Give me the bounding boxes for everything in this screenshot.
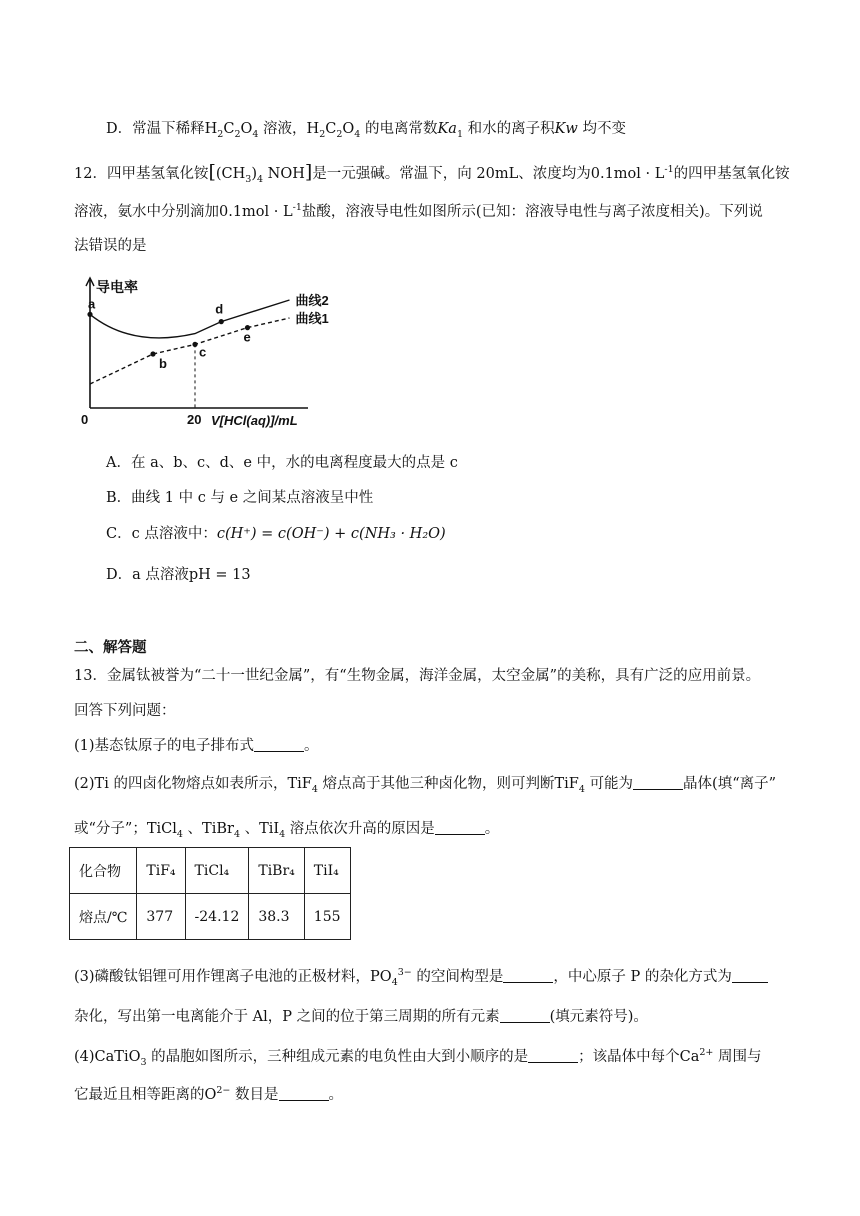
series-label: 曲线2 bbox=[295, 293, 329, 308]
q11-option-d: D．常温下稀释$H_2C_2O_4$ 溶液，$H_2C_2O_4$ 的电离常数$Ka_1$ 和水的离子积Kw 均不变 bbox=[106, 121, 626, 140]
text: (2)Ti 的四卤化物熔点如表所示， bbox=[74, 776, 288, 792]
concentration: 0.1mol · L bbox=[219, 204, 293, 220]
text: 溶点依次升高的原因是 bbox=[289, 821, 435, 837]
table-header: TiCl₄ bbox=[185, 848, 249, 894]
text: 熔点高于其他三种卤化物，则可判断 bbox=[322, 776, 555, 792]
text: 晶体(填“离子” bbox=[683, 776, 777, 792]
data-point bbox=[150, 351, 155, 356]
formula: (CH bbox=[215, 166, 246, 182]
formula: NOH bbox=[267, 166, 305, 182]
answer-blank[interactable] bbox=[279, 1086, 329, 1101]
answer-blank[interactable] bbox=[633, 775, 683, 790]
answer-blank[interactable] bbox=[254, 737, 304, 752]
q13-line1: 13．金属钛被誉为“二十一世纪金属”，有“生物金属，海洋金属，太空金属”的美称，具有广泛的应用前景。 bbox=[74, 668, 761, 684]
x-tick-label: 20 bbox=[187, 412, 202, 427]
table-header: TiF₄ bbox=[137, 848, 185, 894]
table-header: 化合物 bbox=[70, 848, 137, 894]
text: 数目是 bbox=[235, 1087, 279, 1103]
text: 均不变 bbox=[582, 121, 626, 137]
point-label: c bbox=[199, 344, 207, 360]
text: 的四甲基氢氧化铵 bbox=[673, 166, 790, 182]
q13-part2-line2: 或“分子”；TiCl$_4$ 、TiBr$_4$ 、TiI$_4$ 溶点依次升高的原因是 。 bbox=[74, 821, 500, 840]
q12-line2 bbox=[74, 200, 763, 221]
answer-blank[interactable] bbox=[528, 1048, 578, 1063]
x-tick-label: 0 bbox=[81, 412, 89, 427]
option-text: C．c 点溶液中： bbox=[106, 526, 217, 542]
q12-option-d bbox=[106, 563, 251, 584]
table-row bbox=[70, 894, 351, 940]
q12-line1: 12．四甲基氢氧化铵[$(CH_3)_4$ NOH]是一元强碱。常温下，向 20mL、浓度均为$0.1mol \cdot L^{-1}$的四甲基氢氧化铵 bbox=[74, 161, 790, 185]
data-point bbox=[87, 312, 92, 317]
conductivity-chart bbox=[74, 270, 329, 430]
q12-option-c bbox=[106, 522, 446, 543]
text: 和水的离子积 bbox=[467, 121, 555, 137]
table-cell: 38.3 bbox=[249, 894, 304, 940]
text: 的空间构型是 bbox=[416, 969, 504, 985]
series-label: 曲线1 bbox=[295, 311, 329, 326]
table-cell: 熔点/℃ bbox=[70, 894, 137, 940]
point-label: d bbox=[215, 301, 224, 317]
text: ；该晶体中每个 bbox=[578, 1049, 680, 1065]
data-point bbox=[219, 319, 224, 324]
section-title: 二、解答题 bbox=[74, 639, 147, 656]
data-point bbox=[192, 342, 197, 347]
table-cell: 377 bbox=[137, 894, 185, 940]
text: 周围与 bbox=[718, 1049, 762, 1065]
q13-part1 bbox=[74, 734, 319, 755]
q13-part3-line1: (3)磷酸钛铝锂可用作锂离子电池的正极材料，$PO_4^{3-}$ 的空间构型是 ，中心原子 P 的杂化方式为 bbox=[74, 965, 768, 986]
text: 杂化，写出第一电离能介于 Al，P 之间的位于第三周期的所有元素 bbox=[74, 1009, 500, 1025]
answer-blank[interactable] bbox=[503, 968, 553, 983]
option-text: D．a 点溶液 bbox=[106, 567, 189, 583]
concentration: 0.1mol · L bbox=[590, 166, 665, 182]
text: 四甲基氢氧化铵 bbox=[106, 166, 209, 182]
q13-part3-line2 bbox=[74, 1005, 648, 1026]
answer-blank[interactable] bbox=[435, 820, 485, 835]
text: 的晶胞如图所示，三种组成元素的电负性由大到小顺序的是 bbox=[151, 1049, 529, 1065]
formula-sub: 4 bbox=[257, 173, 264, 185]
text: 溶液， bbox=[263, 121, 307, 137]
answer-blank[interactable] bbox=[732, 968, 768, 983]
q13-part2-line1: (2)Ti 的四卤化物熔点如表所示，TiF$_4$ 熔点高于其他三种卤化物，则可判断TiF$_4$ 可能为 晶体(填“离子” bbox=[74, 776, 777, 795]
q13-part4-line1: (4)CaTiO$_3$ 的晶胞如图所示，三种组成元素的电负性由大到小顺序的是 ；该晶体中每个$Ca^{2+}$ 周围与 bbox=[74, 1047, 762, 1068]
table-cell: -24.12 bbox=[185, 894, 249, 940]
q12-option-a: A．在 a、b、c、d、e 中，水的电离程度最大的点是 c bbox=[106, 455, 458, 471]
text: 是一元强碱。常温下，向 20mL、浓度均为 bbox=[312, 166, 591, 182]
x-axis-label: V[HCl(aq)]/mL bbox=[211, 413, 298, 428]
text: 或“分子”； bbox=[74, 821, 147, 837]
table-row bbox=[70, 848, 351, 894]
q13-line2: 回答下列问题： bbox=[74, 703, 176, 719]
table-cell: 155 bbox=[304, 894, 350, 940]
text: 。 bbox=[304, 738, 319, 754]
text: 常温下稀释 bbox=[132, 121, 205, 137]
text: 。 bbox=[328, 1087, 344, 1103]
point-label: b bbox=[159, 356, 167, 371]
question-number: 12． bbox=[74, 166, 107, 182]
series-line bbox=[90, 300, 290, 338]
answer-blank[interactable] bbox=[500, 1008, 550, 1023]
series-line bbox=[90, 318, 290, 384]
q12-line3: 法错误的是 bbox=[74, 238, 147, 254]
text: 盐酸，溶液导电性如图所示(已知：溶液导电性与离子浓度相关)。下列说 bbox=[301, 204, 763, 220]
formula-sub: 3 bbox=[245, 173, 252, 185]
text: ，中心原子 P 的杂化方式为 bbox=[553, 969, 732, 985]
point-label: a bbox=[88, 296, 96, 312]
text: 它最近且相等距离的 bbox=[74, 1087, 205, 1103]
table-header: TiI₄ bbox=[304, 848, 350, 894]
option-label: D． bbox=[106, 121, 133, 137]
text: 。 bbox=[484, 821, 500, 837]
text: (填元素符号)。 bbox=[549, 1009, 648, 1025]
text: (1)基态钛原子的电子排布式 bbox=[74, 738, 255, 754]
text: 可能为 bbox=[589, 776, 634, 792]
text: (3)磷酸钛铝锂可用作锂离子电池的正极材料， bbox=[74, 969, 371, 985]
melting-point-table bbox=[69, 847, 351, 940]
formula-sup: -1 bbox=[292, 202, 302, 214]
q12-option-b: B．曲线 1 中 c 与 e 之间某点溶液呈中性 bbox=[106, 490, 374, 506]
formula: ) bbox=[251, 166, 257, 182]
text: 溶液，氨水中分别滴加 bbox=[74, 204, 219, 220]
option-c-formula: c(H⁺) = c(OH⁻) + c(NH₃ · H₂O) bbox=[216, 526, 446, 542]
text: 的电离常数 bbox=[364, 121, 438, 137]
point-label: e bbox=[243, 329, 251, 345]
option-d-formula: pH = 13 bbox=[188, 567, 251, 583]
table-header: TiBr₄ bbox=[249, 848, 304, 894]
q13-part4-line2: 它最近且相等距离的$O^{2-}$ 数目是 。 bbox=[74, 1085, 344, 1103]
formula-sup: -1 bbox=[664, 164, 674, 176]
y-axis-label: 导电率 bbox=[96, 279, 138, 295]
